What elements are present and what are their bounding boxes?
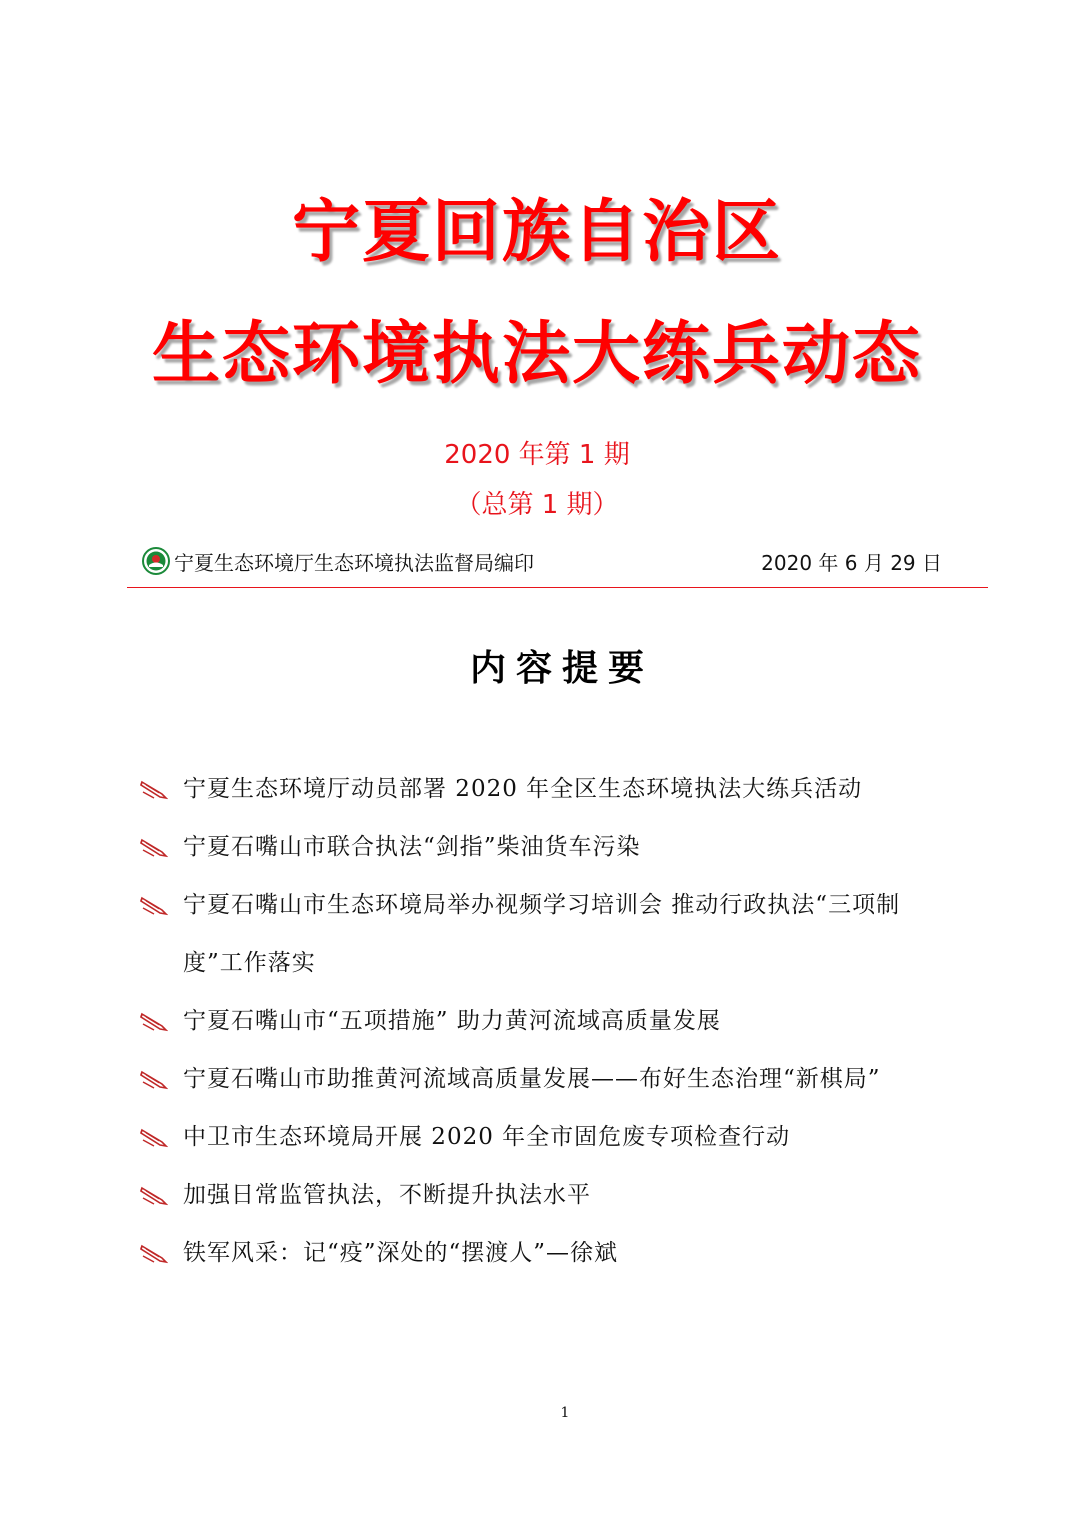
pencil-bullet-icon — [140, 1184, 168, 1206]
pencil-bullet-icon — [140, 836, 168, 858]
publish-date: 2020 年 6 月 29 日 — [761, 550, 942, 575]
issue-number: 2020 年第 1 期 — [444, 440, 630, 470]
list-item[interactable] — [140, 1166, 960, 1224]
pencil-bullet-icon — [140, 1126, 168, 1148]
list-item-text: 中卫市生态环境局开展 2020 年全市固危废专项检查行动 — [183, 1124, 791, 1150]
list-item[interactable] — [140, 760, 960, 818]
pencil-bullet-icon — [140, 778, 168, 800]
list-item-text: 宁夏生态环境厅动员部署 2020 年全区生态环境执法大练兵活动 — [183, 776, 863, 802]
title-line-1: 宁夏回族自治区 — [291, 193, 782, 272]
list-item-text: 宁夏石嘴山市联合执法“剑指”柴油货车污染 — [183, 834, 641, 860]
list-item-text: 宁夏石嘴山市“五项措施” 助力黄河流域高质量发展 — [183, 1008, 721, 1034]
pencil-bullet-icon — [140, 1068, 168, 1090]
summary-list — [140, 760, 960, 1282]
list-item[interactable] — [140, 1224, 960, 1282]
list-item-text: 宁夏石嘴山市助推黄河流域高质量发展——布好生态治理“新棋局” — [183, 1066, 881, 1092]
list-item[interactable] — [140, 1108, 960, 1166]
masthead-meta — [142, 544, 942, 578]
title-line-2: 生态环境执法大练兵动态 — [151, 315, 922, 394]
list-item-text: 加强日常监管执法，不断提升执法水平 — [183, 1182, 591, 1208]
list-item[interactable] — [140, 818, 960, 876]
list-item[interactable] — [140, 1050, 960, 1108]
page-number: 1 — [560, 1405, 570, 1421]
pencil-bullet-icon — [140, 1010, 168, 1032]
issue-total: （总第 1 期） — [455, 490, 619, 520]
list-item-text: 铁军风采：记“疫”深处的“摆渡人”—徐斌 — [183, 1240, 619, 1266]
summary-title: 内容提要 — [469, 648, 654, 689]
agency-logo-icon — [142, 547, 170, 575]
list-item[interactable] — [140, 992, 960, 1050]
publisher-block — [142, 547, 534, 576]
list-item[interactable] — [140, 876, 960, 992]
list-item-text: 宁夏石嘴山市生态环境局举办视频学习培训会 推动行政执法“三项制度”工作落实 — [183, 892, 901, 976]
pencil-bullet-icon — [140, 894, 168, 916]
pencil-bullet-icon — [140, 1242, 168, 1264]
header-divider — [127, 587, 988, 588]
publisher-name: 宁夏生态环境厅生态环境执法监督局编印 — [174, 550, 534, 575]
